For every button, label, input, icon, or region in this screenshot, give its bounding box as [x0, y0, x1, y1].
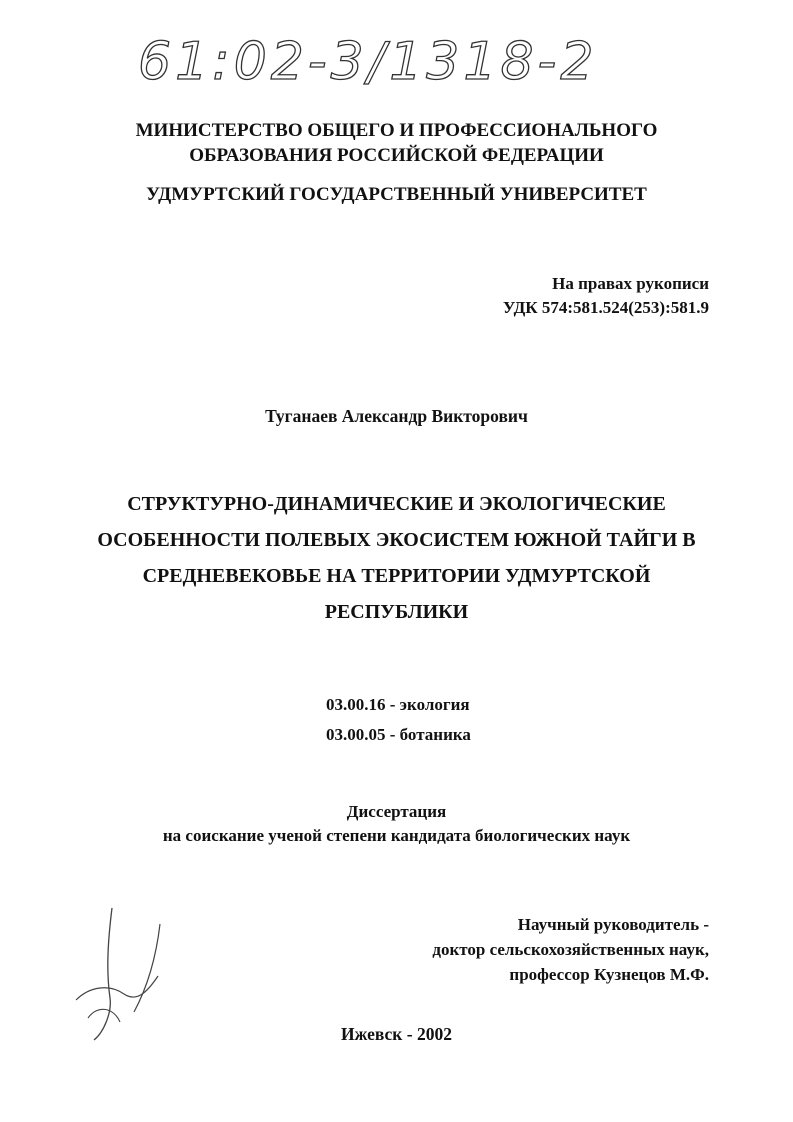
specialty-ecology: 03.00.16 - экология	[326, 695, 470, 714]
advisor-role: Научный руководитель -	[517, 915, 709, 934]
author-name: Туганаев Александр Викторович	[265, 406, 528, 426]
advisor-name: профессор Кузнецов М.Ф.	[509, 965, 709, 984]
advisor-degree: доктор сельскохозяйственных наук,	[432, 940, 709, 959]
manuscript-rights: На правах рукописи	[552, 274, 709, 293]
degree-line: на соискание ученой степени кандидата биологических наук	[162, 826, 631, 845]
ministry-heading	[0, 118, 793, 168]
title-line-4: РЕСПУБЛИКИ	[324, 601, 469, 623]
ministry-line-1: МИНИСТЕРСТВО ОБЩЕГО И ПРОФЕССИОНАЛЬНОГО	[135, 120, 658, 141]
specialty-botany: 03.00.05 - ботаника	[326, 725, 471, 744]
title-line-2: ОСОБЕННОСТИ ПОЛЕВЫХ ЭКОСИСТЕМ ЮЖНОЙ ТАЙГИ В	[97, 529, 696, 551]
dissertation-title	[0, 486, 793, 630]
scientific-advisor	[432, 912, 709, 987]
udc-code: УДК 574:581.524(253):581.9	[502, 298, 709, 317]
handwritten-shelfmark	[118, 10, 598, 120]
university-heading: УДМУРТСКИЙ ГОСУДАРСТВЕННЫЙ УНИВЕРСИТЕТ	[146, 184, 647, 205]
city-year: Ижевск - 2002	[341, 1024, 452, 1044]
dissertation-label: Диссертация	[346, 802, 447, 821]
shelfmark-text: 61:02-3/1318-2	[138, 32, 598, 92]
title-line-3: СРЕДНЕВЕКОВЬЕ НА ТЕРРИТОРИИ УДМУРТСКОЙ	[142, 565, 651, 587]
ministry-line-2: ОБРАЗОВАНИЯ РОССИЙСКОЙ ФЕДЕРАЦИИ	[189, 145, 604, 166]
dissertation-block	[0, 800, 793, 848]
manuscript-rights-block	[503, 272, 709, 320]
title-line-1: СТРУКТУРНО-ДИНАМИЧЕСКИЕ И ЭКОЛОГИЧЕСКИЕ	[127, 493, 666, 515]
specialty-codes	[326, 690, 471, 750]
